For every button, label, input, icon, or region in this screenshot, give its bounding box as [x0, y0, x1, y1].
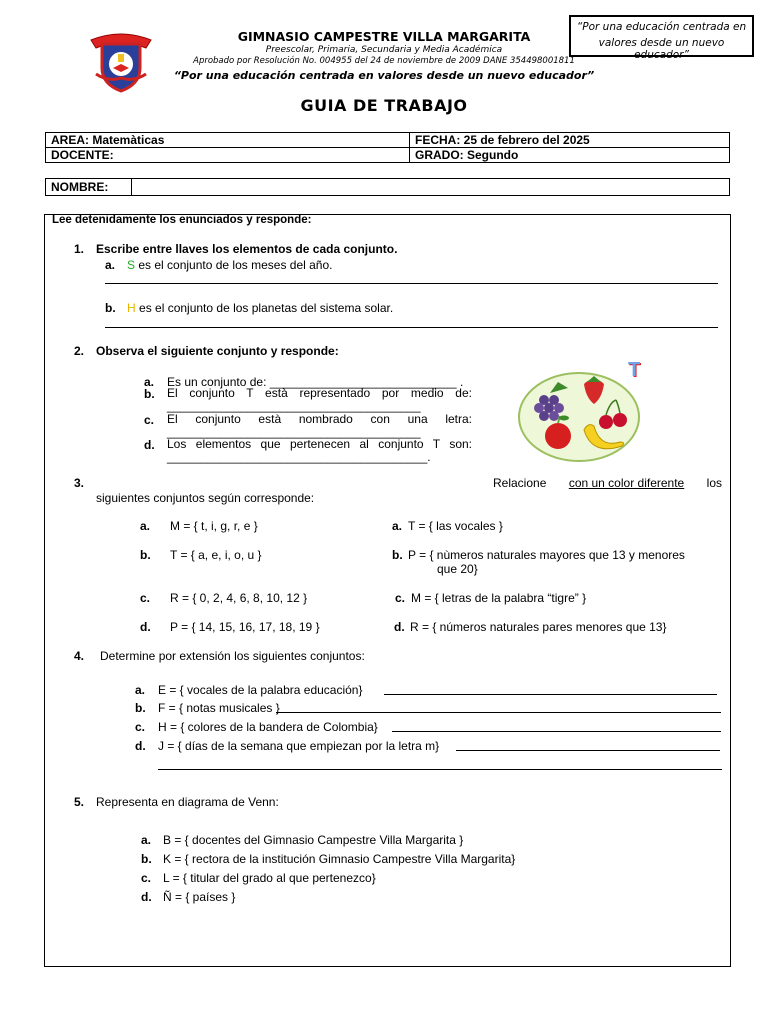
docente-cell: DOCENTE: [46, 148, 410, 163]
q2a-text: Es un conjunto de: ____________________________ . [167, 375, 464, 389]
q1b-letter: H [127, 301, 136, 315]
q5d-label: d. [141, 890, 152, 904]
q3-right-c-label: c. [395, 591, 406, 605]
q4a-text: E = { vocales de la palabra educación} [158, 683, 363, 697]
info-table [45, 132, 730, 163]
q3-number: 3. [74, 476, 85, 490]
q2b-label: b. [144, 387, 155, 401]
q1a-text [127, 258, 332, 272]
q4b-label: b. [135, 701, 146, 715]
page-title: GUIA DE TRABAJO [300, 96, 468, 115]
nombre-field[interactable] [132, 179, 730, 196]
q5-number: 5. [74, 795, 85, 809]
q4b-answer-line[interactable] [276, 712, 721, 713]
q1b-label: b. [105, 301, 116, 315]
q5d-text: Ñ = { países } [163, 890, 236, 904]
q3-right-d-text: R = { números naturales pares menores que 13} [410, 620, 667, 634]
q4d-label: d. [135, 739, 146, 753]
q2a-label: a. [144, 375, 155, 389]
q2-number: 2. [74, 344, 85, 358]
fecha-cell: FECHA: 25 de febrero del 2025 [410, 133, 730, 148]
q4b-text: F = { notas musicales } [158, 701, 280, 715]
motto-box-line1: “Por una educación centrada en [576, 21, 747, 33]
q4c-label: c. [135, 720, 146, 734]
q2d-text: Los elementos que pertenecen al conjunto T son: _______________________________________. [167, 437, 472, 464]
q3-right-a-label: a. [392, 519, 403, 533]
q2c-text: El conjunto està nombrado con una letra: ______________________________________ [167, 412, 472, 439]
q3-right-b-text2: que 20} [437, 562, 478, 576]
q4c-text: H = { colores de la bandera de Colombia} [158, 720, 378, 734]
approval-text: Aprobado por Resolución No. 004955 del 24 de noviembre de 2009 DANE 354498001811 [193, 56, 575, 66]
grado-cell: GRADO: Segundo [410, 148, 730, 163]
instructions: Lee detenidamente los enunciados y responde: [52, 214, 312, 226]
q3-left-d-text: P = { 14, 15, 16, 17, 18, 19 } [170, 620, 320, 634]
q4-number: 4. [74, 649, 85, 663]
q3-text-underlined: con un color diferente [568, 476, 685, 490]
q4d-answer-line-2[interactable] [158, 769, 722, 770]
q3-left-c-text: R = { 0, 2, 4, 6, 8, 10, 12 } [170, 591, 308, 605]
q3-left-a-label: a. [140, 519, 151, 533]
q1-text: Escribe entre llaves los elementos de cada conjunto. [96, 242, 398, 256]
q1a-desc: es el conjunto de los meses del año. [138, 258, 333, 272]
q3-left-b-label: b. [140, 548, 151, 562]
q3-text-line1 [493, 476, 722, 490]
q3-right-d-label: d. [394, 620, 405, 634]
q2c-label: c. [144, 413, 155, 427]
q5c-text: L = { titular del grado al que pertenezco} [163, 871, 376, 885]
q4c-answer-line[interactable] [392, 731, 721, 732]
q3-left-a-text: M = { t, i, g, r, e } [170, 519, 258, 533]
q1a-answer-line[interactable] [105, 283, 718, 284]
q1a-letter: S [127, 258, 136, 272]
q3-text-post: los [706, 476, 722, 490]
q2b-text: El conjunto T està representado por medio de: ______________________________________ [167, 386, 472, 413]
q4d-answer-line[interactable] [456, 750, 720, 751]
q5a-label: a. [141, 833, 152, 847]
q5a-text: B = { docentes del Gimnasio Campestre Villa Margarita } [163, 833, 464, 847]
name-table [45, 178, 730, 196]
q4a-label: a. [135, 683, 146, 697]
q3-left-d-label: d. [140, 620, 151, 634]
set-letter-t: T [628, 359, 641, 381]
q4d-text: J = { días de la semana que empiezan por la letra m} [158, 739, 440, 753]
q3-right-a-text: T = { las vocales } [408, 519, 503, 533]
nombre-label: NOMBRE: [46, 179, 132, 196]
q5-text: Representa en diagrama de Venn: [96, 795, 279, 809]
q5c-label: c. [141, 871, 152, 885]
q5b-label: b. [141, 852, 152, 866]
q1-number: 1. [74, 242, 85, 256]
motto: “Por una educación centrada en valores desde un nuevo educador” [173, 69, 595, 82]
q4a-answer-line[interactable] [384, 694, 717, 695]
q3-right-b-label: b. [392, 548, 403, 562]
q5b-text: K = { rectora de la institución Gimnasio Campestre Villa Margarita} [163, 852, 516, 866]
q2-text: Observa el siguiente conjunto y responde: [96, 344, 339, 358]
q3-text-pre: Relacione [493, 476, 547, 490]
q2d-label: d. [144, 438, 155, 452]
q3-right-c-text: M = { letras de la palabra “tigre” } [411, 591, 587, 605]
motto-box-line2: valores desde un nuevo educador” [598, 37, 725, 61]
q3-right-b-text: P = { nùmeros naturales mayores que 13 y menores [408, 548, 685, 562]
q4-text: Determine por extensión los siguientes conjuntos: [100, 649, 365, 663]
q1b-text [127, 301, 393, 315]
q1b-answer-line[interactable] [105, 327, 718, 328]
school-crest-icon [88, 28, 154, 94]
q3-left-c-label: c. [140, 591, 151, 605]
q1a-label: a. [105, 258, 116, 272]
school-levels: Preescolar, Primaria, Secundaria y Media Académica [265, 45, 503, 55]
q1b-desc: es el conjunto de los planetas del sistema solar. [139, 301, 394, 315]
q3-left-b-text: T = { a, e, i, o, u } [170, 548, 262, 562]
q3-text-line2: siguientes conjuntos según corresponde: [96, 491, 315, 505]
area-cell: AREA: Matemàticas [46, 133, 410, 148]
school-name: GIMNASIO CAMPESTRE VILLA MARGARITA [237, 29, 531, 44]
